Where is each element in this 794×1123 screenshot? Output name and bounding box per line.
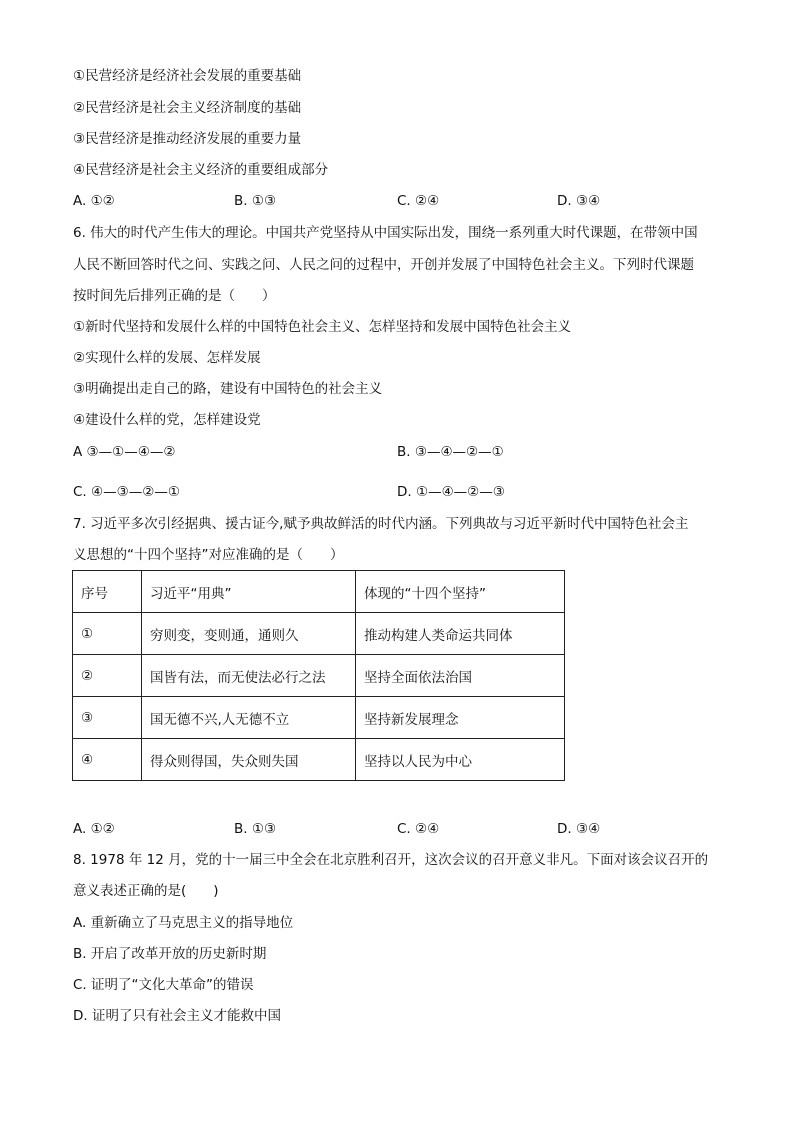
table-header-cell: 习近平“用典” [142,571,356,613]
table-row [73,613,565,655]
q8-option-c: C. 证明了“文化大革命”的错误 [73,977,254,993]
q5-option-a: A. ①② [73,193,115,209]
q6-statement-2: ②实现什么样的发展、怎样发展 [73,350,261,366]
q5-option-d: D. ③④ [557,193,601,209]
q7-option-d: D. ③④ [557,821,601,837]
q7-option-c: C. ②④ [397,821,440,837]
q8-option-b: B. 开启了改革开放的历史新时期 [73,946,267,962]
table-cell: 推动构建人类命运共同体 [356,613,565,655]
q6-stem-line-3: 按时间先后排列正确的是（ ） [73,288,276,304]
q6-option-d: D. ①—④—②—③ [397,484,505,500]
q7-table [72,570,565,781]
table-cell: 得众则得国，失众则失国 [142,739,356,781]
q6-statement-4: ④建设什么样的党，怎样建设党 [73,412,261,428]
q5-statement-2: ②民营经济是社会主义经济制度的基础 [73,100,302,116]
q6-option-c: C. ④—③—②—① [73,484,180,500]
q5-statement-3: ③民营经济是推动经济发展的重要力量 [73,131,302,147]
q8-stem-line-2: 意义表述正确的是( ) [73,883,219,899]
q7-stem-line-2: 义思想的“十四个坚持”对应准确的是（ ） [73,547,344,563]
q7-option-a: A. ①② [73,821,115,837]
q6-statement-3: ③明确提出走自己的路，建设有中国特色的社会主义 [73,381,383,397]
table-cell: ④ [73,739,142,781]
q5-statement-4: ④民营经济是社会主义经济的重要组成部分 [73,162,329,178]
q6-option-a: A ③—①—④—② [73,444,176,460]
table-cell: 坚持以人民为中心 [356,739,565,781]
table-cell: ① [73,613,142,655]
table-cell: 坚持新发展理念 [356,697,565,739]
q5-option-c: C. ②④ [397,193,440,209]
q6-statement-1: ①新时代坚持和发展什么样的中国特色社会主义、怎样坚持和发展中国特色社会主义 [73,319,572,335]
q6-option-b: B. ③—④—②—① [397,444,504,460]
q6-stem-line-1: 6. 伟大的时代产生伟大的理论。中国共产党坚持从中国实际出发，围绕一系列重大时代课题，在带领中国 [73,225,698,241]
q5-statement-1: ①民营经济是经济社会发展的重要基础 [73,68,302,84]
table-cell: 国无德不兴,人无德不立 [142,697,356,739]
table-cell: 穷则变，变则通，通则久 [142,613,356,655]
table-row [73,697,565,739]
table-row [73,739,565,781]
q8-option-d: D. 证明了只有社会主义才能救中国 [73,1008,281,1024]
table-cell: 国皆有法，而无使法必行之法 [142,655,356,697]
q8-option-a: A. 重新确立了马克思主义的指导地位 [73,915,294,931]
q7-stem-line-1: 7. 习近平多次引经据典、援古证今,赋予典故鲜活的时代内涵。下列典故与习近平新时代中国特色社会主 [73,516,689,532]
table-header-cell: 序号 [73,571,142,613]
q5-option-b: B. ①③ [234,193,277,209]
table-header-cell: 体现的“十四个坚持” [356,571,565,613]
table-header-row [73,571,565,613]
table-cell: ② [73,655,142,697]
q6-stem-line-2: 人民不断回答时代之问、实践之问、人民之问的过程中，开创并发展了中国特色社会主义。下列时代课题 [73,257,694,273]
q7-option-b: B. ①③ [234,821,277,837]
table-cell: ③ [73,697,142,739]
q8-stem-line-1: 8. 1978 年 12 月，党的十一届三中全会在北京胜利召开，这次会议的召开意义非凡。下面对该会议召开的 [73,852,709,868]
table-row [73,655,565,697]
table-cell: 坚持全面依法治国 [356,655,565,697]
